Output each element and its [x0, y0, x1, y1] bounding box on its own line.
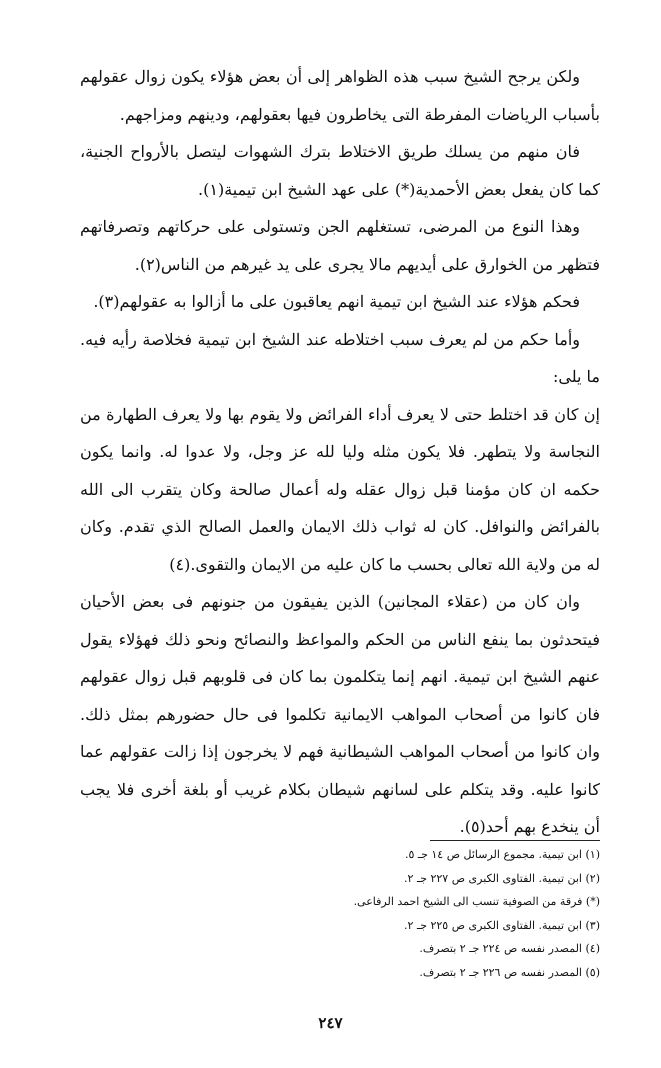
- footnote-divider: [430, 840, 600, 841]
- paragraph-3: وهذا النوع من المرضى، تستغلهم الجن وتستولى على حركاتهم وتصرفاتهم فتظهر من الخوارق على أيديهم مالا يجرى على يد غيرهم من الناس(٢).: [80, 217, 600, 274]
- footnote-3: (٣) ابن تيمية. الفتاوى الكبرى ص ٢٢٥ جـ ٢.: [404, 918, 600, 932]
- main-text: [80, 58, 600, 846]
- footnote-star: (*) فرقة من الصوفية تنسب الى الشيخ احمد الرفاعى.: [353, 895, 600, 908]
- page-number: ٢٤٧: [318, 1014, 343, 1032]
- paragraph-1: ولكن يرجح الشيخ سبب هذه الظواهر إلى أن بعض هؤلاء يكون زوال عقولهم بأسباب الرياضات المفرطة التى يخاطرون فيها بعقولهم، ودينهم ومزاجهم.: [80, 67, 600, 124]
- footnotes: [300, 843, 600, 984]
- footnote-5: (٥) المصدر نفسه ص ٢٢٦ جـ ٢ بتصرف.: [419, 965, 600, 979]
- paragraph-5: وأما حكم من لم يعرف سبب اختلاطه عند الشيخ ابن تيمية فخلاصة رأيه فيه. ما يلى:: [80, 329, 600, 386]
- paragraph-7: وان كان من (عقلاء المجانين) الذين يفيقون من جنونهم فى بعض الأحيان فيتحدثون بما ينفع الناس من الحكم والمواعظ والنصائح ونحو ذلك فهؤلاء يقول عنهم الشيخ ابن تيمية. انهم إنما يتكلمون بما كان فى قلوبهم قبل زوال عقولهم فان كانوا من أصحاب المواهب الايمانية تكلموا فى حال حضورهم بمثل ذلك. وان كانوا من أصحاب المواهب الشيطانية فهم لا يخرجون إذا زالت عقولهم عما كانوا عليه. وقد يتكلم على لسانهم شيطان بكلام غريب أو بلغة أخرى فلا يجب أن ينخدع بهم أحد(٥).: [80, 592, 600, 836]
- paragraph-2: فان منهم من يسلك طريق الاختلاط بترك الشهوات ليتصل بالأرواح الجنية، كما كان يفعل بعض الأحمدية(*) على عهد الشيخ ابن تيمية(١).: [80, 142, 600, 199]
- paragraph-6: إن كان قد اختلط حتى لا يعرف أداء الفرائض ولا يقوم بها ولا يعرف الطهارة من النجاسة ولا يتطهر. فلا يكون مثله وليا لله عز وجل، ولا عدوا له. وانما يكون حكمه ان كان مؤمنا قبل زوال عقله وله أعمال صالحة وكان يتقرب الى الله بالفرائض والنوافل. كان له ثواب ذلك الايمان والعمل الصالح الذي تقدم. وكان له من ولاية الله تعالى بحسب ما كان عليه من الايمان والتقوى.(٤): [80, 404, 600, 574]
- footnote-4: (٤) المصدر نفسه ص ٢٢٤ جـ ٢ بتصرف.: [419, 942, 600, 955]
- paragraph-4: فحكم هؤلاء عند الشيخ ابن تيمية انهم يعاقبون على ما أزالوا به عقولهم(٣).: [93, 292, 580, 311]
- footnote-2: (٢) ابن تيمية. الفتاوى الكبرى ص ٢٢٧ جـ ٢.: [404, 871, 600, 885]
- footnote-1: (١) ابن تيمية. مجموع الرسائل ص ١٤ جـ ٥.: [404, 848, 600, 861]
